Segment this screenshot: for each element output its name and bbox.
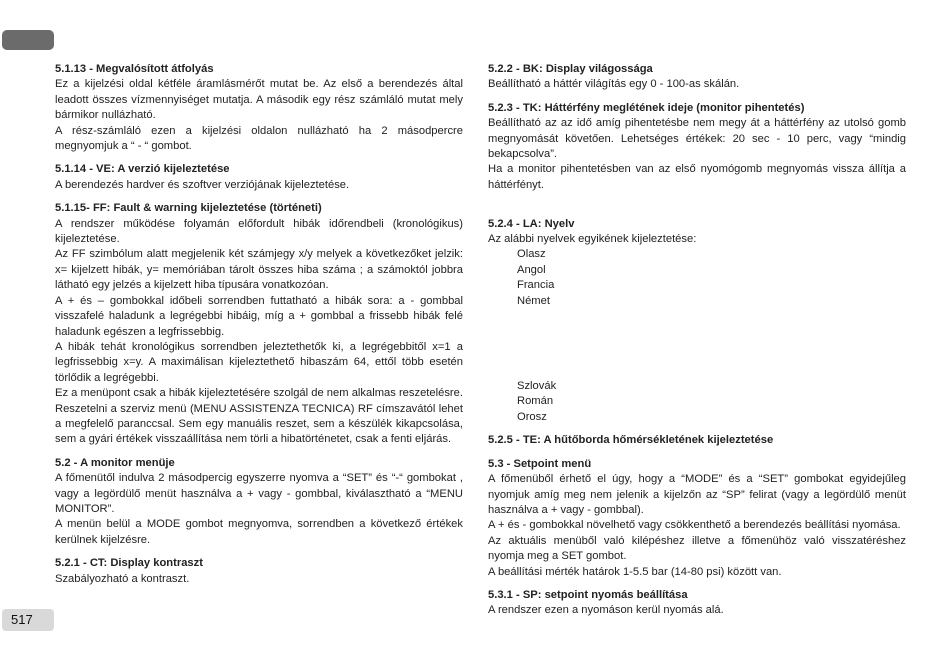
language-item: Olasz: [517, 248, 546, 261]
section-backlight-time: [488, 101, 906, 193]
page-number: 517: [2, 609, 54, 631]
section-heading: 5.1.14 - VE: A verzió kijeleztetése: [55, 163, 230, 176]
section-paragraph: A berendezés hardver és szoftver verziójának kijeleztetése.: [55, 178, 350, 191]
section-paragraph: A rendszer ezen a nyomáson kerül nyomás alá.: [488, 604, 724, 617]
section-paragraph: A + és - gombokkal növelhető vagy csökkenthető a berendezés beállítási nyomása.: [488, 519, 901, 532]
section-flow: [55, 62, 463, 154]
section-contrast: [55, 556, 463, 587]
section-heading: 5.2.5 - TE: A hűtőborda hőmérsékletének kijeleztetése: [488, 434, 774, 447]
section-brightness: [488, 62, 906, 93]
section-paragraph: Az alábbi nyelvek egyikének kijeleztetése:: [488, 233, 697, 246]
section-heading: 5.3.1 - SP: setpoint nyomás beállítása: [488, 588, 688, 601]
section-heading: 5.2.3 - TK: Háttérfény meglétének ideje (monitor pihentetés): [488, 101, 805, 114]
section-paragraph: Ez a menüpont csak a hibák kijeleztetésére szolgál de nem alkalmas reszetelésre. Reszetelni a szerviz menü (MENU ASSISTENZA TECNICA) RF címszavától lehet a megfelelő paranccsal. Sem egy manuális reszet, sem a készülék kikapcsolása, sem a gyári értékek visszaállítása nem törli a hibatörténetet, csak a fenti eljárás.: [55, 387, 463, 446]
section-setpoint-menu: [488, 457, 906, 580]
section-heading: 5.2.1 - CT: Display kontraszt: [55, 557, 203, 570]
section-paragraph: A rész-számláló ezen a kijelzési oldalon nullázható ha 2 másodpercre megnyomjuk a “ - “ gombot.: [55, 124, 463, 153]
section-paragraph: A főmenütől indulva 2 másodpercig egyszerre nyomva a “SET” és “-“ gombokat , vagy a legördülő menüt használva a + vagy - gombbal, kiválasztható a “MENU MONITOR”.: [55, 472, 463, 515]
section-paragraph: A menün belül a MODE gombot megnyomva, sorrendben a következő értékek kerülnek kijelzésre.: [55, 518, 463, 546]
language-item: Szlovák: [517, 380, 557, 393]
language-item: Francia: [517, 279, 555, 292]
section-paragraph: A hibák tehát kronológikus sorrendben jeleztethetők ki, a legrégebbitől x=1 a legfrissebbig x=y. A maximálisan kijeleztethető hibaszám 64, ettől több esetén törlődik a legrégebbi.: [55, 340, 463, 384]
language-item: Angol: [517, 263, 546, 276]
section-language: [488, 217, 906, 426]
section-fault-history: [55, 201, 463, 448]
section-heading: 5.2.4 - LA: Nyelv: [488, 217, 575, 230]
section-paragraph: Beállítható a háttér világítás egy 0 - 100-as skálán.: [488, 78, 740, 91]
section-paragraph: Az FF szimbólum alatt megjelenik két számjegy x/y melyek a következőket jelzik: x= kijelzett hibák, y= memóriában tárolt összes hiba száma ; a számoktól jobbra látható egy jelzés a kijelzett hiba típusára vonatkozóan.: [55, 248, 463, 292]
language-item: Német: [517, 294, 550, 307]
section-heading: 5.2.2 - BK: Display világossága: [488, 63, 653, 75]
section-paragraph: Ez a kijelzési oldal kétféle áramlásmérőt mutat be. Az első a berendezés által leadott összes vízmennyiséget mutatja. A második egy rész számláló mutat mely bármikor nullázható.: [55, 78, 463, 122]
top-edge-tab: [2, 30, 54, 50]
section-paragraph: A rendszer működése folyamán előfordult hibák időrendbeli (kronológikus) kijeleztetése.: [55, 217, 463, 246]
section-monitor-menu: [55, 456, 463, 548]
language-item: Román: [517, 395, 554, 408]
language-item: Orosz: [517, 410, 547, 423]
section-heading: 5.1.15- FF: Fault & warning kijeleztetése (történeti): [55, 202, 322, 215]
section-paragraph: Beállítható az az idő amíg pihentetésbe nem megy át a háttérfény az utolsó gomb megnyomását követően. Lehetséges értékek: 20 sec - 10 perc, vagy “mindig bekapcsolva”.: [488, 117, 906, 161]
section-paragraph: Az aktuális menüből való kilépéshez illetve a főmenühöz való visszatéréshez nyomja meg a SET gombot.: [488, 534, 906, 563]
section-version: [55, 162, 463, 193]
section-paragraph: A főmenüből érhető el úgy, hogy a “MODE” és a “SET” gombokat egyidejűleg nyomjuk amíg meg nem jelenik a kijelzőn az “SP” felirat (vagy a legördülő menüt használva a + vagy - gombbal).: [488, 473, 906, 516]
section-heatsink-temp: [488, 433, 906, 448]
spacer: [488, 201, 906, 216]
left-column: [55, 62, 463, 595]
right-column: [488, 62, 906, 627]
spacer: [488, 309, 906, 379]
section-heading: 5.3 - Setpoint menü: [488, 457, 592, 470]
section-setpoint-pressure: [488, 588, 906, 619]
section-heading: 5.1.13 - Megvalósított átfolyás: [55, 63, 214, 75]
section-paragraph: Szabályozható a kontraszt.: [55, 572, 190, 585]
section-paragraph: A + és – gombokkal időbeli sorrendben futtatható a hibák sora: a - gombbal visszafelé haladunk a legrégebbi hibáig, míg a + gombbal a frissebb hibák felé haladunk egészen a legfrissebbig.: [55, 294, 463, 338]
section-heading: 5.2 - A monitor menüje: [55, 456, 175, 469]
section-paragraph: A beállítási mérték határok 1-5.5 bar (14-80 psi) között van.: [488, 565, 782, 578]
section-paragraph: Ha a monitor pihentetésben van az első nyomógomb megnyomás vissza állítja a háttérfényt.: [488, 163, 906, 191]
